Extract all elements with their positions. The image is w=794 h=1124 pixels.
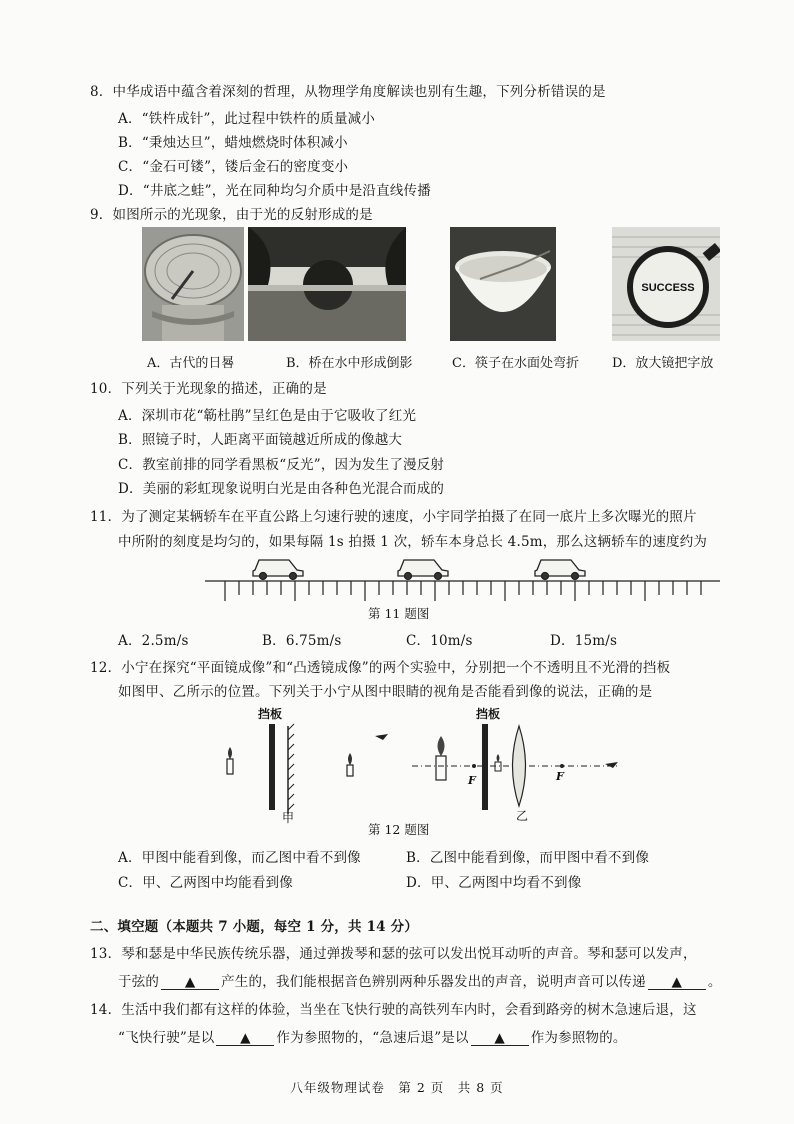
q14-blank-1[interactable]: ▲ [216, 1031, 274, 1046]
mirror-hatch [288, 724, 294, 810]
q11-option-c: C．10m/s [406, 633, 473, 649]
eye-icon-yi [605, 762, 618, 768]
q14-blank-2[interactable]: ▲ [471, 1031, 529, 1046]
q12-option-a: A．甲图中能看到像，而乙图中看不到像 [118, 850, 361, 866]
bridge-reflection-photo [248, 227, 406, 341]
q11-option-a: A．2.5m/s [118, 633, 189, 649]
q9-caption-a: A．古代的日晷 [147, 356, 235, 371]
q8-stem: 8．中华成语中蕴含着深刻的哲理，从物理学角度解读也别有生趣，下列分析错误的是 [90, 84, 606, 100]
focal-label-left: F [468, 774, 476, 787]
q12-option-b: B．乙图中能看到像，而甲图中看不到像 [406, 850, 650, 866]
magnifier-photo [612, 227, 720, 341]
q8-option-d: D．“井底之蛙”，光在同种均匀介质中是沿直线传播 [118, 183, 431, 199]
q12-option-c: C．甲、乙两图中均能看到像 [118, 875, 293, 891]
convex-lens [513, 726, 526, 806]
q14-text-c: 作为参照物的。 [530, 1030, 627, 1046]
label-jia: 甲 [282, 811, 295, 825]
ruler-ticks [225, 581, 701, 601]
eye-icon-jia [375, 734, 388, 740]
q10-option-c: C．教室前排的同学看黑板“反光”，因为发生了漫反射 [118, 457, 445, 473]
q11-car-ruler-figure [205, 548, 720, 606]
q13-line1: 13．琴和瑟是中华民族传统乐器，通过弹拨琴和瑟的弦可以发出悦耳动听的声音。琴和瑟可以发声， [90, 946, 697, 962]
q14-text-a: “飞快行驶”是以 [118, 1030, 215, 1046]
page-footer: 八年级物理试卷 第 2 页 共 8 页 [290, 1080, 504, 1095]
q9-caption-c: C．筷子在水面处弯折 [452, 356, 579, 371]
q13-line2 [118, 970, 722, 990]
q10-option-b: B．照镜子时，人距离平面镜越近所成的像越大 [118, 432, 403, 448]
board-label-yi: 挡板 [476, 707, 501, 721]
car-1 [253, 560, 303, 580]
q9-caption-b: B．桥在水中形成倒影 [286, 356, 413, 371]
car-2 [398, 560, 448, 580]
board-jia [269, 724, 275, 810]
focal-label-right: F [556, 770, 564, 783]
chopsticks-bowl-photo [450, 227, 556, 341]
car-3 [535, 560, 585, 580]
magnifier-text: SUCCESS [641, 282, 695, 294]
q8-option-a: A．“铁杵成针”，此过程中铁杵的质量减小 [118, 111, 376, 127]
q8-option-c: C．“金石可镂”，镂后金石的密度变小 [118, 159, 349, 175]
sundial-photo [142, 227, 244, 341]
q13-text-b: 产生的，我们能根据音色辨别两种乐器发出的声音，说明声音可以传递 [221, 974, 646, 990]
q10-option-a: A．深圳市花“簕杜鹃”呈红色是由于它吸收了红光 [118, 408, 417, 424]
q12-stem-line1: 12．小宁在探究“平面镜成像”和“凸透镜成像”的两个实验中，分别把一个不透明且不光滑的挡板 [90, 660, 671, 676]
q11-stem-line1: 11．为了测定某辆轿车在平直公路上匀速行驶的速度，小宇同学拍摄了在同一底片上多次曝光的照片 [90, 509, 697, 525]
q10-stem: 10．下列关于光现象的描述，正确的是 [90, 381, 327, 397]
board-label-jia: 挡板 [258, 707, 283, 721]
candle-jia [227, 747, 233, 774]
q13-blank-1[interactable]: ▲ [161, 975, 219, 990]
q13-text-a: 于弦的 [118, 974, 160, 990]
q9-caption-d: D．放大镜把字放 [612, 356, 714, 371]
q11-option-b: B．6.75m/s [262, 633, 342, 649]
q12-stem-line2: 如图甲、乙所示的位置。下列关于小宁从图中眼睛的视角是否能看到像的说法，正确的是 [118, 684, 653, 700]
board-yi [482, 724, 488, 810]
candle-yi [436, 736, 446, 780]
q9-stem: 9．如图所示的光现象，由于光的反射形成的是 [90, 207, 373, 223]
q14-text-b: 作为参照物的，“急速后退”是以 [276, 1030, 469, 1046]
section-2-title: 二、填空题（本题共 7 小题，每空 1 分，共 14 分） [90, 919, 419, 935]
candle-image-jia [347, 753, 353, 776]
focal-point-left [472, 764, 476, 768]
q8-option-b: B．“秉烛达旦”，蜡烛燃烧时体积减小 [118, 135, 348, 151]
q13-text-c: 。 [707, 974, 722, 990]
q11-stem-line2: 中所附的刻度是均匀的，如果每隔 1s 拍摄 1 次，轿车本身总长 4.5m，那么这辆轿车的速度约为 [118, 534, 708, 550]
q14-line2 [118, 1026, 627, 1046]
candle-image-yi [495, 754, 501, 771]
focal-point-right [560, 764, 564, 768]
q14-line1: 14．生活中我们都有这样的体验，当坐在飞快行驶的高铁列车内时，会看到路旁的树木急速后退，这 [90, 1002, 697, 1018]
q10-option-d: D．美丽的彩虹现象说明白光是由各种色光混合而成的 [118, 481, 445, 497]
q12-figure-caption: 第 12 题图 [368, 822, 430, 837]
label-yi: 乙 [516, 809, 529, 823]
q12-optics-figure [220, 700, 640, 828]
q12-option-d: D．甲、乙两图中均看不到像 [406, 875, 582, 891]
q11-figure-caption: 第 11 题图 [368, 606, 430, 621]
q13-blank-2[interactable]: ▲ [648, 975, 706, 990]
q11-option-d: D．15m/s [550, 633, 618, 649]
